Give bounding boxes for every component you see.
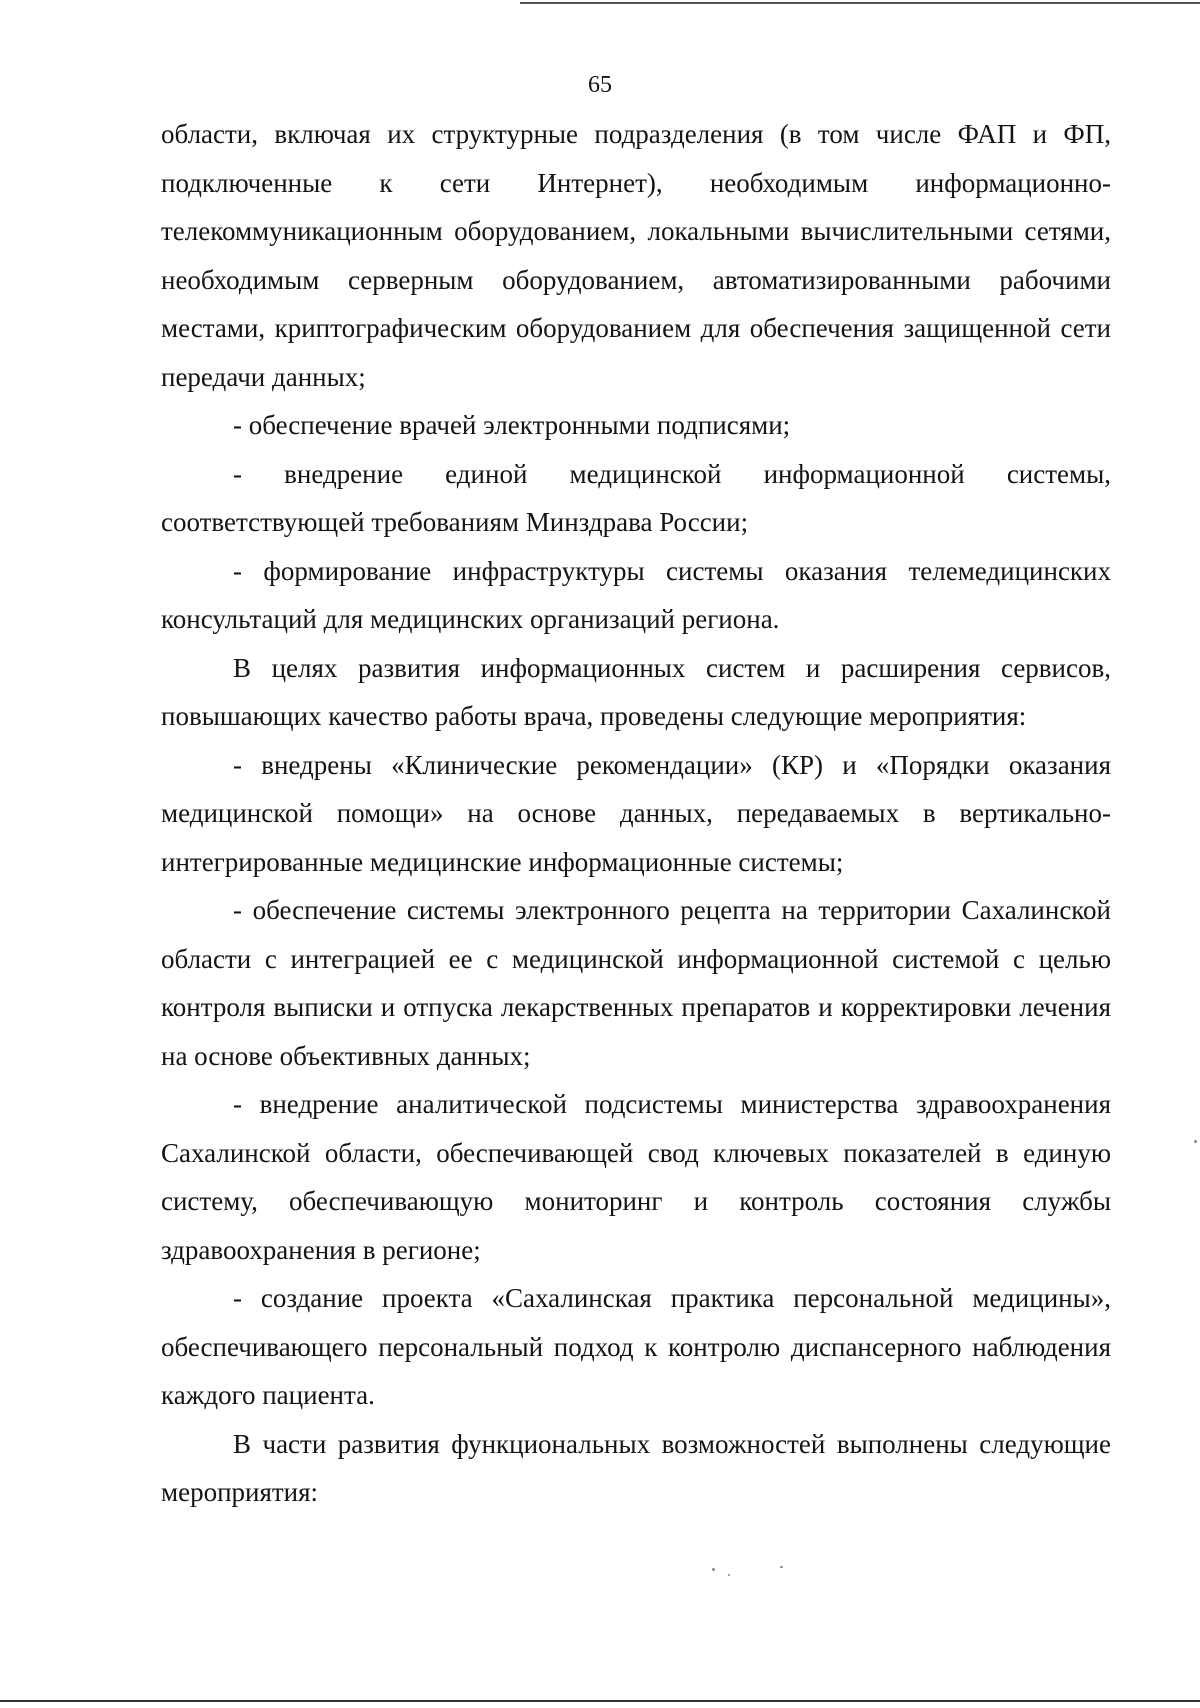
scan-speck <box>712 1568 715 1571</box>
list-item: - внедрение единой медицинской информационной системы, соответствующей требованиям Минздрава России; <box>161 458 1111 537</box>
scan-speck <box>780 1566 783 1568</box>
list-item: - создание проекта «Сахалинская практика персональной медицины», обеспечивающего персональный подход к контролю диспансерного наблюдения каждого пациента. <box>161 1283 1111 1410</box>
paragraph: В части развития функциональных возможностей выполнены следующие мероприятия: <box>161 1428 1111 1507</box>
paragraph: В целях развития информационных систем и расширения сервисов, повышающих качество работы врача, проведены следующие мероприятия: <box>161 652 1111 731</box>
scan-speck <box>1194 1140 1197 1143</box>
document-body <box>161 110 1111 1517</box>
paragraph-continuation: области, включая их структурные подразделения (в том числе ФАП и ФП, подключенные к сети Интернет), необходимым информационно-телекоммуникационным оборудованием, локальными вычислительными сетями, необходимым серверным оборудованием, автоматизированными рабочими местами, криптографическим оборудованием для обеспечения защищенной сети передачи данных; <box>161 119 1111 392</box>
scan-edge-top <box>520 2 1200 4</box>
list-item: - внедрены «Клинические рекомендации» (КР) и «Порядки оказания медицинской помощи» на основе данных, передаваемых в вертикально-интегрированные медицинские информационные системы; <box>161 749 1111 877</box>
list-item: - внедрение аналитической подсистемы министерства здравоохранения Сахалинской области, обеспечивающей свод ключевых показателей в единую систему, обеспечивающую мониторинг и контроль состояния службы здравоохранения в регионе; <box>161 1089 1111 1265</box>
list-item: - формирование инфраструктуры системы оказания телемедицинских консультаций для медицинских организаций региона. <box>161 555 1111 634</box>
scan-speck <box>728 1574 730 1576</box>
list-item: - обеспечение врачей электронными подписями; <box>233 410 791 440</box>
list-item: - обеспечение системы электронного рецепта на территории Сахалинской области с интеграцией ее с медицинской информационной системой с целью контроля выписки и отпуска лекарственных препаратов и корректировки лечения на основе объективных данных; <box>161 895 1111 1071</box>
page-number: 65 <box>588 72 612 98</box>
scan-edge-bottom <box>0 1700 1200 1702</box>
